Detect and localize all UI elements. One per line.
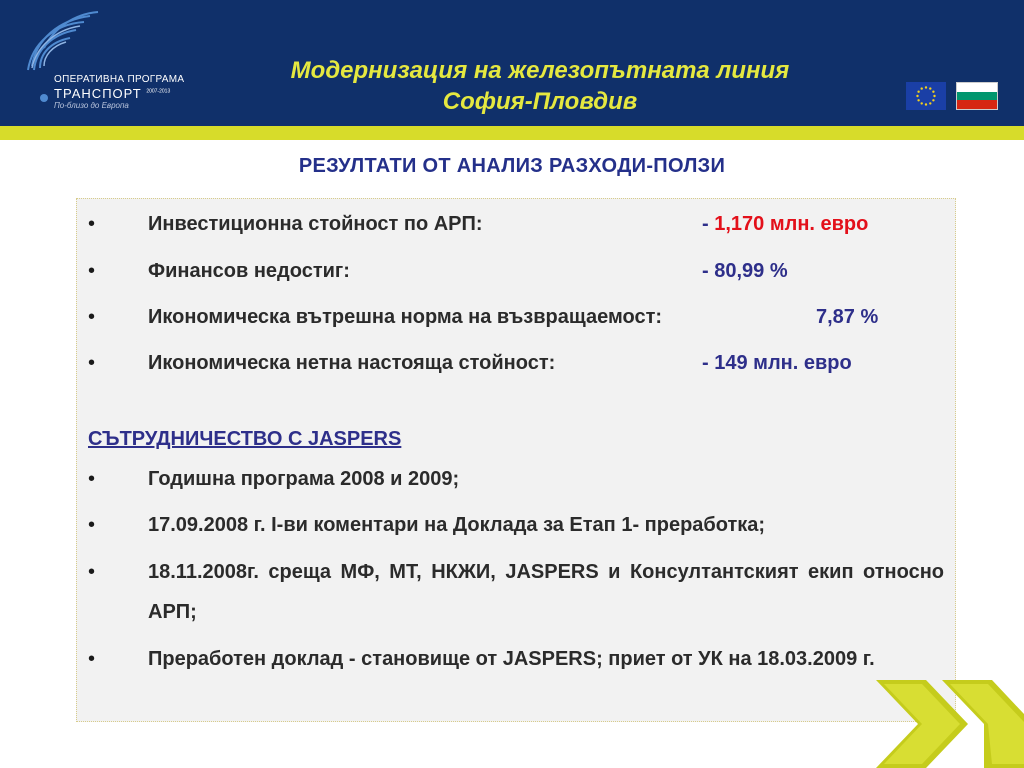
- jaspers-item-1: Годишна програма 2008 и 2009;: [148, 468, 460, 490]
- result-label-investment: Инвестиционна стойност по АРП:: [148, 213, 483, 235]
- section-subtitle: РЕЗУЛТАТИ ОТ АНАЛИЗ РАЗХОДИ-ПОЛЗИ: [298, 155, 726, 177]
- logo-years: 2007-2013: [146, 88, 171, 95]
- jaspers-item-4: Преработен доклад - становище от JASPERS; приет от УК на 18.03.2009 г.: [148, 648, 875, 670]
- jaspers-bullet: •: [88, 514, 96, 536]
- jaspers-bullet: •: [88, 561, 96, 583]
- title-line-2: София-Пловдив: [442, 88, 638, 115]
- jaspers-heading: СЪТРУДНИЧЕСТВО С JASPERS: [88, 428, 402, 450]
- result-value-enpv: - 149 млн. евро: [702, 352, 852, 374]
- eu-flag-icon: [906, 82, 946, 110]
- result-value-eirr: 7,87 %: [816, 306, 879, 328]
- title-line-1: Модернизация на железопътната линия: [290, 57, 790, 84]
- logo-transport-label: ТРАНСПОРТ $^{2007-2013}$: [54, 86, 171, 101]
- result-bullet: •: [88, 213, 96, 235]
- bulgarian-flag-icon: [956, 82, 998, 110]
- result-label-financial-gap: Финансов недостиг:: [148, 260, 350, 282]
- result-value-financial-gap: - 80,99 %: [702, 260, 788, 282]
- result-label-enpv: Икономическа нетна настояща стойност:: [148, 352, 556, 374]
- result-bullet: •: [88, 352, 96, 374]
- result-label-eirr: Икономическа вътрешна норма на възвращаемост:: [148, 306, 663, 328]
- jaspers-bullet: •: [88, 648, 96, 670]
- page-title: [190, 55, 890, 117]
- result-bullet: •: [88, 260, 96, 282]
- logo-program-label: ОПЕРАТИВНА ПРОГРАМА: [54, 74, 185, 85]
- result-value-investment: - 1,170 млн. евро: [702, 213, 869, 235]
- jaspers-item-3: 18.11.2008г. среща МФ, МТ, НКЖИ, JASPERS и Консултантският екип относно АРП;: [148, 561, 944, 623]
- chevron-arrows-icon: [870, 680, 1024, 768]
- jaspers-bullet: •: [88, 468, 96, 490]
- jaspers-item-2: 17.09.2008 г. I-ви коментари на Доклада за Етап 1- преработка;: [148, 514, 766, 536]
- accent-stripe: [0, 126, 1024, 140]
- logo-slogan: По-близо до Европа: [54, 101, 129, 110]
- result-bullet: •: [88, 306, 96, 328]
